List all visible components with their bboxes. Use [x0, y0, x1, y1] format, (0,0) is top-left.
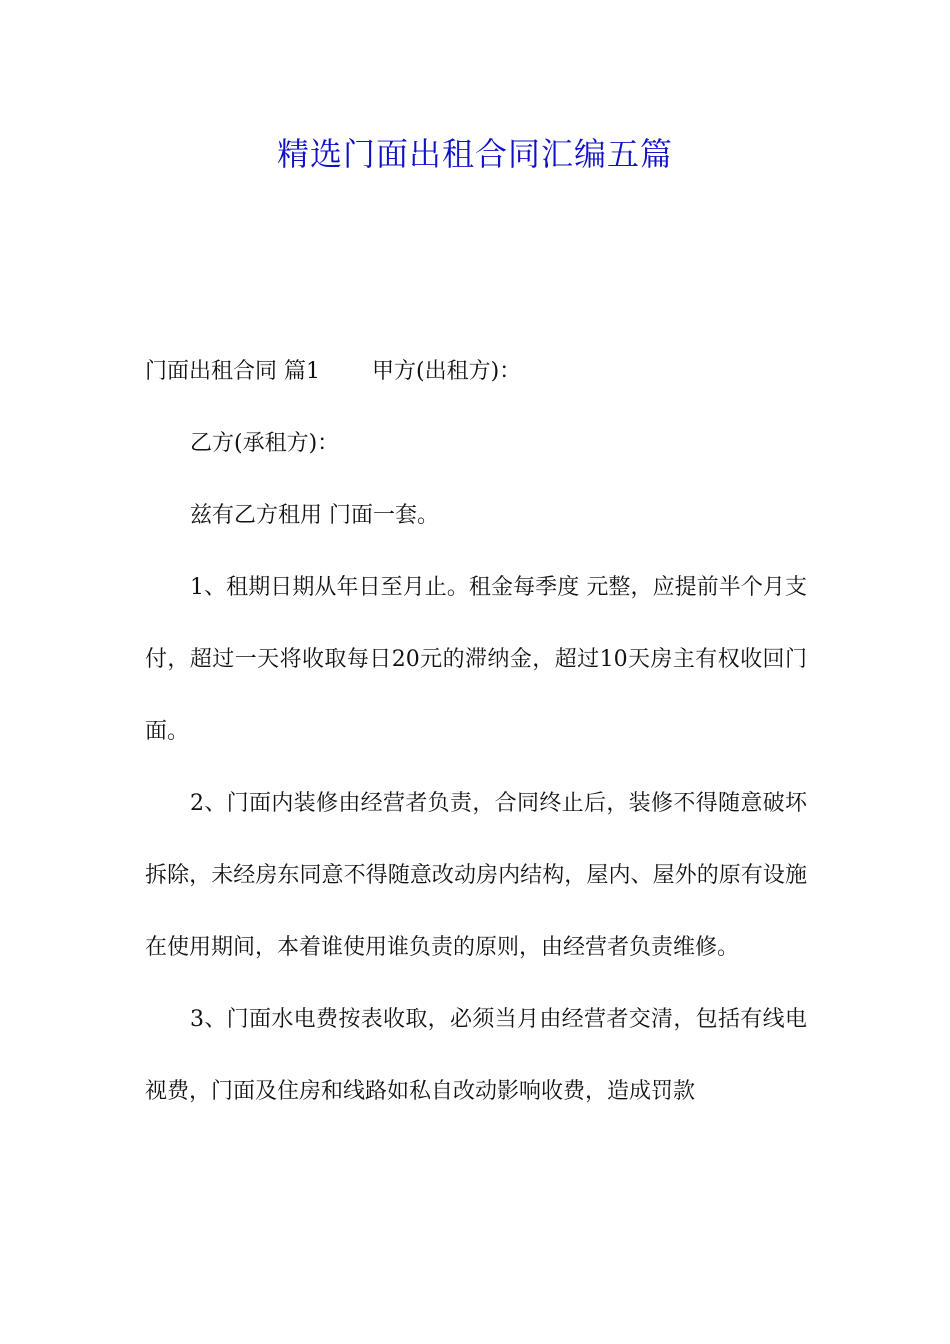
- document-body: [145, 336, 807, 1128]
- party-b-label: 乙方(承租方)：: [190, 431, 340, 456]
- clause-1: 1、租期日期从年日至月止。租金每季度 元整，应提前半个月支付，超过一天将收取每日20元的滞纳金，超过10天房主有权收回门面。: [145, 575, 807, 744]
- document-title: 精选门面出租合同汇编五篇: [276, 135, 673, 173]
- section-label: 门面出租合同 篇1: [145, 359, 320, 384]
- clause-2: 2、门面内装修由经营者负责，合同终止后，装修不得随意破坏拆除，未经房东同意不得随意改动房内结构，屋内、屋外的原有设施在使用期间，本着谁使用谁负责的原则，由经营者负责维修。: [145, 791, 807, 960]
- section-heading-line: [145, 336, 807, 408]
- party-a-label: 甲方(出租方)：: [372, 359, 522, 384]
- clause-3: 3、门面水电费按表收取，必须当月由经营者交清，包括有线电视费，门面及住房和线路如私自改动影响收费，造成罚款: [145, 1007, 807, 1104]
- intro-paragraph: 兹有乙方租用 门面一套。: [190, 503, 439, 528]
